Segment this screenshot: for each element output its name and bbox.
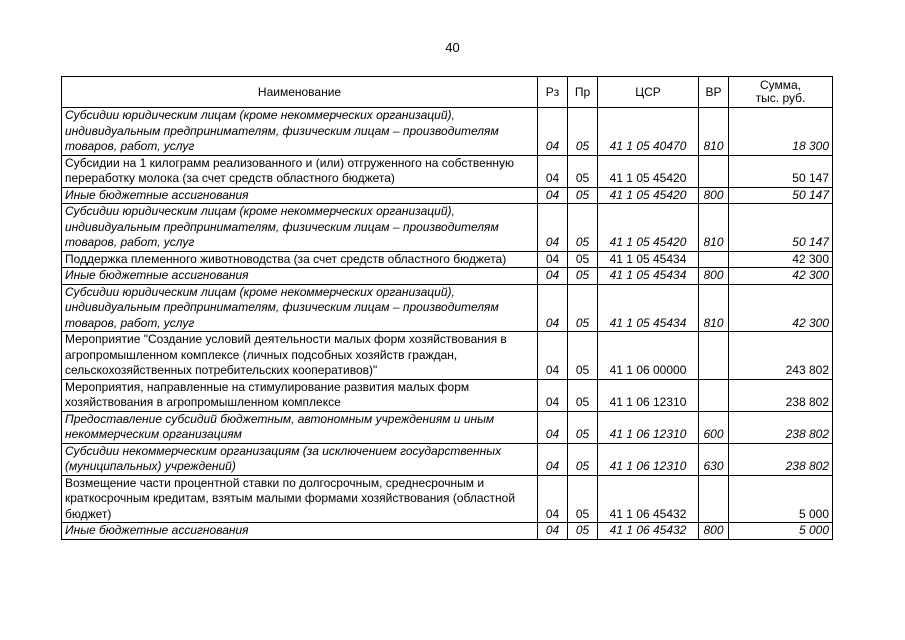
table-body [62,108,833,540]
header-vr: ВР [699,77,729,108]
cell-vr: 810 [699,284,729,332]
table-header-row [62,77,833,108]
cell-vr: 800 [699,268,729,285]
cell-rz: 04 [538,379,568,411]
cell-rz: 04 [538,284,568,332]
cell-name: Иные бюджетные ассигнования [62,268,538,285]
cell-pr: 05 [568,284,598,332]
header-sum-line2: тыс. руб. [755,91,806,105]
cell-pr: 05 [568,251,598,268]
cell-pr: 05 [568,443,598,475]
cell-name: Мероприятие "Создание условий деятельности малых форм хозяйствования в агропромышленном комплексе (личных подсобных хозяйств граждан, сельскохозяйственных потребительских кооперативов)" [62,332,538,380]
cell-vr [699,155,729,187]
table-row [62,332,833,380]
header-sum-line1: Сумма, [759,78,802,92]
cell-sum: 50 147 [729,187,833,204]
cell-name: Субсидии на 1 килограмм реализованного и (или) отгруженного на собственную переработку молока (за счет средств областного бюджета) [62,155,538,187]
cell-rz: 04 [538,475,568,523]
cell-csr: 41 1 06 12310 [598,443,699,475]
cell-vr: 800 [699,187,729,204]
cell-csr: 41 1 06 00000 [598,332,699,380]
cell-pr: 05 [568,187,598,204]
cell-rz: 04 [538,251,568,268]
cell-sum: 42 300 [729,284,833,332]
header-csr: ЦСР [598,77,699,108]
cell-vr [699,379,729,411]
cell-name: Мероприятия, направленные на стимулирование развития малых форм хозяйствования в агропромышленном комплексе [62,379,538,411]
cell-rz: 04 [538,332,568,380]
cell-name: Возмещение части процентной ставки по долгосрочным, среднесрочным и краткосрочным кредитам, взятым малыми формами хозяйствования (областной бюджет) [62,475,538,523]
header-pr: Пр [568,77,598,108]
cell-rz: 04 [538,204,568,252]
cell-csr: 41 1 05 45420 [598,155,699,187]
table-row [62,204,833,252]
cell-pr: 05 [568,204,598,252]
cell-sum: 50 147 [729,204,833,252]
table-row [62,108,833,156]
cell-csr: 41 1 05 45434 [598,268,699,285]
cell-sum: 243 802 [729,332,833,380]
cell-vr: 630 [699,443,729,475]
budget-table [61,76,833,540]
cell-sum: 238 802 [729,443,833,475]
cell-vr: 600 [699,411,729,443]
cell-sum: 42 300 [729,251,833,268]
table-row [62,475,833,523]
cell-vr [699,251,729,268]
table-row [62,523,833,540]
cell-name: Субсидии юридическим лицам (кроме некоммерческих организаций), индивидуальным предпринимателям, физическим лицам – производителям товаров, работ, услуг [62,108,538,156]
cell-pr: 05 [568,523,598,540]
cell-csr: 41 1 05 40470 [598,108,699,156]
page-number: 40 [445,40,460,55]
cell-csr: 41 1 05 45420 [598,204,699,252]
table-row [62,379,833,411]
cell-name: Предоставление субсидий бюджетным, автономным учреждениям и иным некоммерческим организациям [62,411,538,443]
cell-sum: 238 802 [729,411,833,443]
cell-pr: 05 [568,268,598,285]
cell-csr: 41 1 06 45432 [598,523,699,540]
cell-pr: 05 [568,379,598,411]
cell-rz: 04 [538,155,568,187]
cell-vr: 810 [699,108,729,156]
cell-sum: 50 147 [729,155,833,187]
table-row [62,268,833,285]
cell-csr: 41 1 05 45434 [598,284,699,332]
table-row [62,251,833,268]
cell-sum: 5 000 [729,523,833,540]
cell-pr: 05 [568,332,598,380]
cell-name: Иные бюджетные ассигнования [62,187,538,204]
cell-rz: 04 [538,523,568,540]
cell-rz: 04 [538,411,568,443]
cell-name: Субсидии некоммерческим организациям (за исключением государственных (муниципальных) учреждений) [62,443,538,475]
cell-csr: 41 1 06 45432 [598,475,699,523]
cell-name: Поддержка племенного животноводства (за счет средств областного бюджета) [62,251,538,268]
cell-csr: 41 1 05 45420 [598,187,699,204]
cell-vr: 810 [699,204,729,252]
cell-name: Субсидии юридическим лицам (кроме некоммерческих организаций), индивидуальным предпринимателям, физическим лицам – производителям товаров, работ, услуг [62,284,538,332]
cell-rz: 04 [538,443,568,475]
table-row [62,155,833,187]
cell-sum: 5 000 [729,475,833,523]
cell-vr: 800 [699,523,729,540]
cell-vr [699,332,729,380]
cell-pr: 05 [568,411,598,443]
cell-csr: 41 1 05 45434 [598,251,699,268]
header-name: Наименование [62,77,538,108]
cell-sum: 238 802 [729,379,833,411]
cell-rz: 04 [538,187,568,204]
cell-name: Субсидии юридическим лицам (кроме некоммерческих организаций), индивидуальным предпринимателям, физическим лицам – производителям товаров, работ, услуг [62,204,538,252]
table-row [62,284,833,332]
cell-rz: 04 [538,268,568,285]
cell-csr: 41 1 06 12310 [598,379,699,411]
table-row [62,443,833,475]
cell-sum: 42 300 [729,268,833,285]
table-row [62,187,833,204]
cell-pr: 05 [568,475,598,523]
cell-pr: 05 [568,108,598,156]
cell-vr [699,475,729,523]
cell-rz: 04 [538,108,568,156]
cell-sum: 18 300 [729,108,833,156]
cell-pr: 05 [568,155,598,187]
header-rz: Рз [538,77,568,108]
cell-name: Иные бюджетные ассигнования [62,523,538,540]
table-row [62,411,833,443]
header-sum [729,77,833,108]
cell-csr: 41 1 06 12310 [598,411,699,443]
